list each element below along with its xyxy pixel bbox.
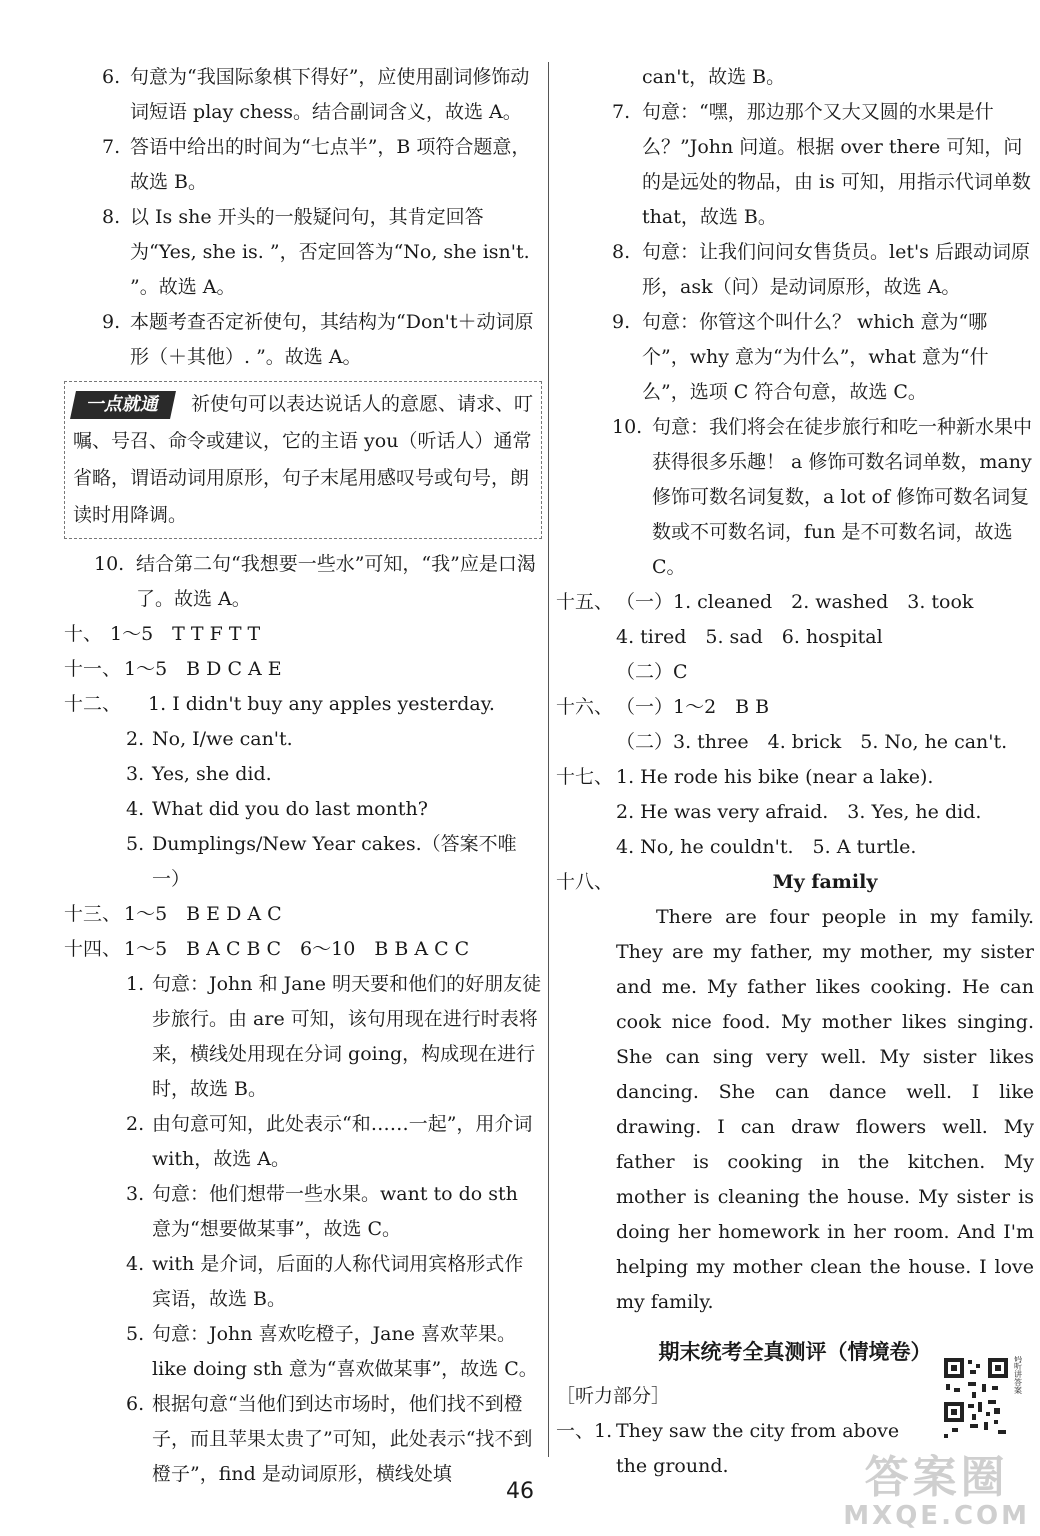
answer-item: 8. 句意：让我们问问女售货员。let's 后跟动词原形，ask（问）是动词原形，故选 A。 [612,241,1030,298]
left-column [64,60,542,1492]
watermark: 答案圈 MXQE.COM [843,1452,1030,1531]
answer-item: 7. 句意：“嘿，那边那个又大又圆的水果是什么？”John 问道。根据 over there 可知，问的是远处的物品，由 is 可知，用指示代词单数 that，故选 B。 [612,101,1031,228]
answer-text: 本题考查否定祈使句，其结构为“Don't＋动词原形（＋其他）. ”。故选 A。 [130,311,534,368]
answer-item: 9. 句意：你管这个叫什么？ which 意为“哪个”，why 意为“为什么”，what 意为“什么”，选项 C 符合句意，故选 C。 [612,311,989,403]
listening-heading: ［听力部分］ [556,1385,671,1407]
story-body: There are four people in my family. They are my father, my mother, my sister and me. My father likes cooking. He can cook nice food. My mother likes singing. She can sing very well. My sister likes dancing. She can dance well. I like drawing. I can draw flowers well. My father is cooking in the kitchen. My mother is cleaning the house. My sister is doing her homework in her room. And I'm helping my mother clean the house. I love my family. [616,906,1034,1313]
page-number: 46 [506,1479,534,1504]
continued-text: can't，故选 B。 [642,66,786,88]
story-title: My family [772,871,878,893]
answer-item: 7. 答语中给出的时间为“七点半”，B 项符合题意，故选 B。 [102,136,531,193]
answer-item: 8. 以 Is she 开头的一般疑问句，其肯定回答为“Yes, she is. ”，否定回答为“No, she isn't. ”。故选 A。 [102,206,530,298]
answer-text: 答语中给出的时间为“七点半”，B 项符合题意，故选 B。 [130,136,531,193]
exam-title: 期末统考全真测评（情境卷） [658,1339,932,1364]
section-12: 十二、 1. I didn't buy any apples yesterday. 2. No, I/we can't. 3. Yes, she did. 4. What did you do last month? 5. Dumplings/New Year cakes.（答案不唯一） [64,693,517,890]
answer-text: 结合第二句“我想要一些水”可知，“我”应是口渴了。故选 A。 [136,553,536,610]
section-11: 十一、 1～5 B D C A E [64,658,282,680]
section-13: 十三、 1～5 B E D A C [64,903,282,925]
section-17: 十七、 1. He rode his bike (near a lake). 2. He was very afraid. 3. Yes, he did. 4. No, he couldn't. 5. A turtle. [556,766,982,858]
column-divider [548,62,549,1457]
section-18: 十八、 My family There are four people in my family. They are my father, my mother, my sister and me. My father likes cooking. He can cook nice food. My mother likes singing. She can sing very well. My sister likes dancing. She can dance well. I like drawing. I can draw flowers well. My father is cooking in the kitchen. My mother is cleaning the house. My sister is doing her homework in her room. And I'm helping my mother clean the house. I love my family. [556,865,1034,1320]
answer-item: 10. 句意：我们将会在徒步旅行和吃一种新水果中获得很多乐趣！ a 修饰可数名词单数，many 修饰可数名词复数，a lot of 修饰可数名词复数或不可数名词，fun 是不可数名词，故选 C。 [612,416,1033,578]
section-16: 十六、 （一）1～2 B B （二）3. three 4. brick 5. No, he can't. [556,696,1008,753]
right-column [556,60,1034,1484]
qr-code-icon [942,1356,1026,1440]
answer-item: 6. 句意为“我国际象棋下得好”，应使用副词修饰动词短语 play chess。结合副词含义，故选 A。 [102,66,530,123]
section-14: 十四、 1～5 B A C B C 6～10 B B A C C 1. 句意：John 和 Jane 明天要和他们的好朋友徒步旅行。由 are 可知，该句用现在进行时表将来，横线处用现在分词 going，构成现在进行时，故选 B。 2. 由句意可知，此处表示“和……一起”，用介词 with，故选 A。 3. 句意：他们想带一些水果。want to do sth 意为“想要做某事”，故选 C。 4. with 是介词，后面的人称代词用宾格形式作宾语，故选 B。 5. 句意：John 喜欢吃橙子，Jane 喜欢苹果。like doing sth 意为“喜欢做某事”，故选 C。 6. 根据句意“当他们到达市场时，他们找不到橙子，而且苹果太贵了”可知，此处表示“找不到橙子”，find 是动词原形，横线处填 [64,938,542,1485]
tip-badge: 一点就通 [70,391,176,419]
svg-text:扫码听讲答案: 扫码听讲答案 [1013,1356,1023,1394]
answer-text: 以 Is she 开头的一般疑问句，其肯定回答为“Yes, she is. ”，否定回答为“No, she isn't. ”。故选 A。 [130,206,530,298]
answer-item: 10. 结合第二句“我想要一些水”可知，“我”应是口渴了。故选 A。 [94,553,536,610]
answer-text: 句意为“我国际象棋下得好”，应使用副词修饰动词短语 play chess。结合副词含义，故选 A。 [130,66,530,123]
tip-text: 祈使句可以表达说话人的意愿、请求、叮嘱、号召、命令或建议，它的主语 you（听话人）通常省略，谓语动词用原形，句子末尾用感叹号或句号，朗读时用降调。 [73,393,534,526]
qr-code [942,1356,1026,1440]
tip-box [64,381,542,539]
section-10: 十、 1～5 T T F T T [64,623,261,645]
answer-item: 9. 本题考查否定祈使句，其结构为“Don't＋动词原形（＋其他）. ”。故选 A。 [102,311,534,368]
question-1: 一、1. They saw the city from above the ground. [556,1420,900,1477]
section-15: 十五、 （一）1. cleaned 2. washed 3. took 4. tired 5. sad 6. hospital （二）C [556,591,974,683]
